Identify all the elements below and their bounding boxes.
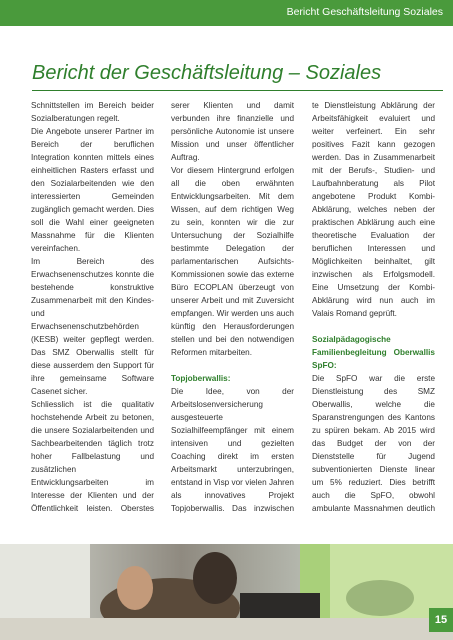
paragraph: Schnittstellen im Bereich beider Sozialberatungen regelt. <box>31 101 154 123</box>
paragraph: Die SpFO war die erste Dienstleistung des SMZ Oberwallis, welche die Sparanstrengungen des Kantons zu spüren bekam. Ab 2015 wird das Budget der von der Dienststelle für Jugend subventionierten Dienste linear um 5% reduziert. Dies betrifft auch die SpFO, obwohl ambulante Massnahmen deutlich <box>312 374 435 513</box>
subheading-spfo: Sozialpädagogische Familienbegleitung Oberwallis SpFO: <box>312 335 435 370</box>
page-title: Bericht der Geschäftsleitung – Soziales <box>32 62 382 84</box>
subheading-topjoberwallis: Topjoberwallis: <box>171 374 231 383</box>
header-band <box>0 0 453 26</box>
paragraph: Die Idee, von der Arbeitslosenversicherung ausgesteuerte Sozialhilfeempfänger mit einem intensiven und gezielten Coaching direkt im ersten Arbeitsmarkt unterzubringen, entstand in Visp vor vielen Jahren als innovatives Projekt Topjoberwallis. Das inzwischen <box>171 387 294 513</box>
page-number: 15 <box>429 608 453 632</box>
paragraph: Im Bereich des Erwachsenenschutzes konnte die bestehende konstruktive Zusammenarbeit mit den Kindes- und Erwachsenenschutzbehörden (KESB) weiter gepflegt werden. Das SMZ Oberwallis stellt für diese ausserdem den Support für ihre gemeinsame Software Casenet sicher. <box>31 257 154 396</box>
paragraph: Die Angebote unserer Partner im Bereich der beruflichen Integration konnten mittels eines einheitlichen Rasters erfasst und den Sozialarbeitenden wie den interessierten Gemeinden zugänglich gemacht werden. Dies soll die Wahl einer geeigneten Massnahme für die Klienten vereinfachen. <box>31 127 154 253</box>
paragraph: te Dienstleistung Abklärung der Arbeitsfähigkeit evaluiert und weiter verfeinert. Ein sehr positives Fazit kann gezogen werden. Das in Zusammenarbeit mit der Berufs-, Studien- und Laufbahnberatung als Pilot angebotene Produkt Kombi-Abklärung, welches neben der praktischen Abklärung auch eine theoretische Evaluation der beruflichen Interessen und Möglichkeiten beinhaltet, gilt inzwischen als Erfolgsmodell. Eine Umsetzung der Kombi-Abklärung wird nun auch im Valais Romand geprüft. <box>312 101 435 318</box>
title-rule <box>32 90 443 91</box>
paragraph: Vor diesem Hintergrund erfolgen all die oben erwähnten Entwicklungsarbeiten. Mit dem Wissen, auf dem richtigen Weg zu sein, konnten wir die zur Untersuchung der Sozialhilfe bestimmte Delegation der parlamentarischen Aufsichts-Kommissionen sowie das externe Büro ECOPLAN überzeugt von unserer Arbeit und mit Zuversicht empfangen. Wir werden uns auch künftig den Herausforderungen stellen und bei den notwendigen Reformen mitarbeiten. <box>171 166 294 357</box>
paragraph: serer Klienten und damit verbunden ihre finanzielle und persönliche Autonomie ist unsere Mission und unser öffentlicher Auftrag. <box>171 101 294 162</box>
footer-photo-illustration <box>0 518 453 640</box>
footer-photo <box>0 518 453 640</box>
paragraph: Schliesslich ist die qualitativ hochstehende Arbeit zu betonen, die unsere Sozialarbeitenden und Sachbearbeitenden täglich trotz hoher Fallbelastung und zusätzlichen Entwicklungsarbeiten im Interesse der Klienten und der Öffentlichkeit leisten. Oberstes <box>31 400 154 513</box>
section-header: Bericht Geschäftsleitung Soziales <box>286 6 443 18</box>
